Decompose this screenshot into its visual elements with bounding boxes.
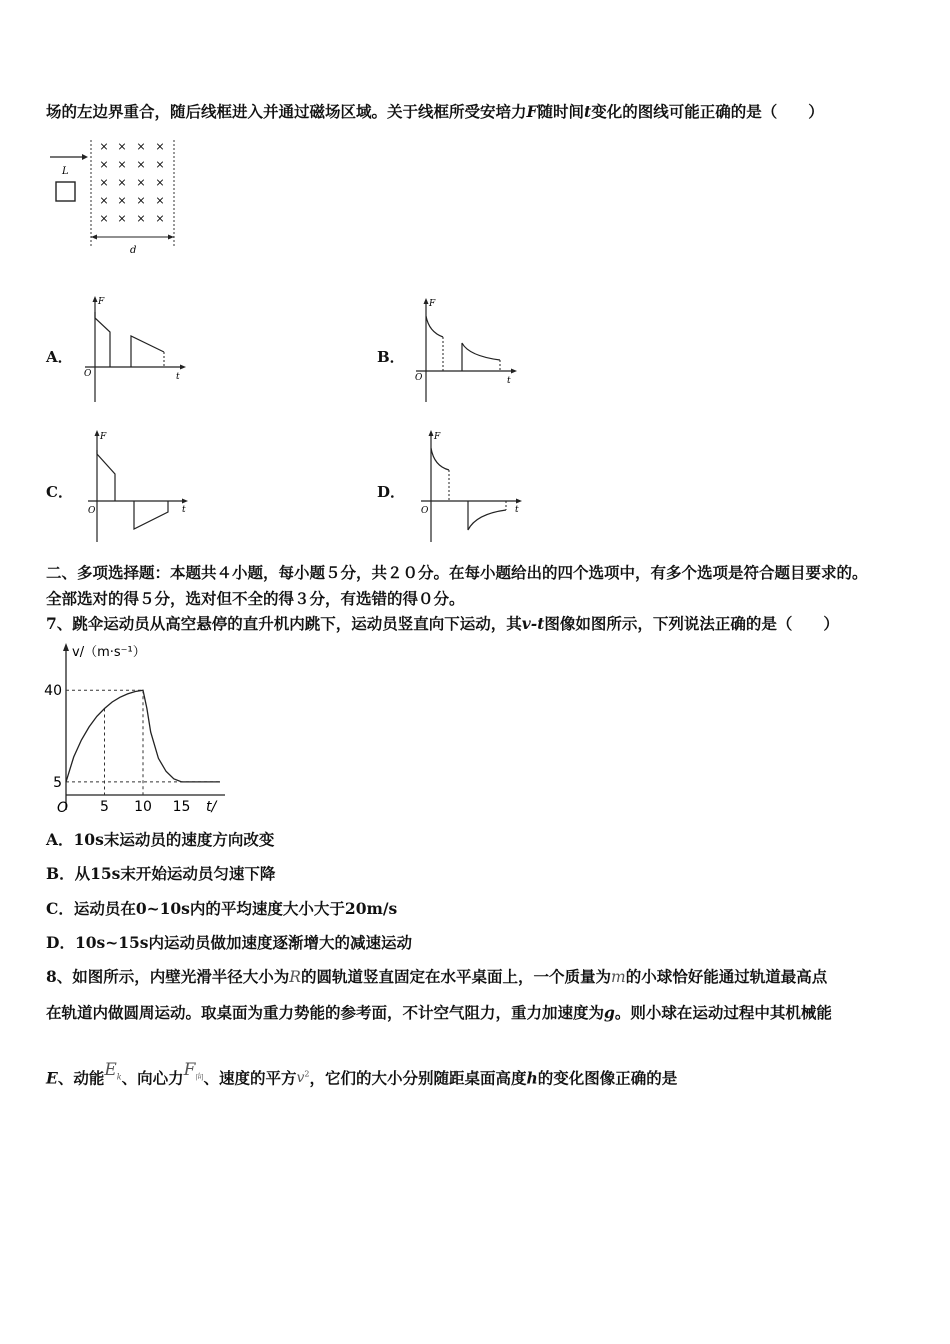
x-axis-label: t — [515, 505, 519, 515]
q8-line3-c: 、速度的平方 — [203, 1068, 297, 1088]
q7-option-b[interactable]: B．从15s末开始运动员匀速下降 — [46, 864, 276, 883]
q6-magnetic-field-figure — [46, 138, 186, 258]
field-cross-mark: × — [99, 212, 109, 225]
y-axis-arrow — [93, 296, 98, 302]
section2-title-line1: 二、多项选择题：本题共４小题，每小题５分，共２０分。在每小题给出的四个选项中，有多个选项是符合题目要求的。 — [46, 563, 868, 582]
force-curve-entering — [95, 312, 110, 367]
q8-line2-b: 。则小球在运动过程中其机械能 — [614, 1003, 832, 1022]
origin-label: O — [84, 369, 92, 379]
q6-stem — [46, 102, 824, 122]
q6-stem-c: 变化的图线可能正确的是（ ） — [591, 102, 824, 121]
q8-var-E: E — [46, 1068, 58, 1088]
q6-option-b-label[interactable]: B． — [377, 348, 405, 366]
q6-option-c-graph[interactable] — [86, 430, 196, 544]
x-axis-label: t — [182, 505, 186, 515]
q7-var-vt: v-t — [521, 614, 545, 633]
q7-vt-chart — [40, 640, 230, 816]
q7-option-a[interactable]: A．10s末运动员的速度方向改变 — [46, 830, 275, 849]
y-axis-label: F — [100, 432, 107, 442]
x-axis-arrow — [180, 365, 186, 370]
q8-line3-e: 的变化图像正确的是 — [537, 1068, 678, 1088]
force-curve-entering — [426, 316, 443, 337]
q8-var-h: h — [526, 1068, 538, 1088]
field-cross-mark: × — [117, 212, 127, 225]
x-axis-label: t/ — [206, 799, 217, 815]
q8-var-m: m — [610, 968, 626, 986]
field-cross-mark: × — [99, 158, 109, 171]
section2-title-line2: 全部选对的得５分，选对但不全的得３分，有选错的得０分。 — [46, 589, 465, 608]
y-axis-arrow — [429, 430, 434, 436]
x-axis-arrow — [182, 499, 188, 504]
force-curve-entering — [431, 448, 449, 470]
q8-line1-b: 的圆轨道竖直固定在水平桌面上，一个质量为 — [300, 967, 611, 986]
q6-var-F: F — [526, 102, 538, 121]
force-curve-entering — [97, 450, 115, 501]
y-axis-label: F — [434, 432, 441, 442]
q8-sym-F-base: F — [183, 1059, 196, 1080]
q8-var-R: R — [289, 968, 301, 986]
q8-line3-b: 、向心力 — [121, 1068, 184, 1088]
q6-option-d-graph[interactable] — [418, 430, 528, 544]
force-curve-leaving — [134, 501, 168, 529]
field-cross-mark: × — [136, 194, 146, 207]
field-cross-mark: × — [136, 158, 146, 171]
x-axis-arrow — [511, 369, 517, 374]
origin-label: O — [415, 373, 423, 383]
field-cross-grid — [99, 140, 164, 225]
force-curve-leaving — [131, 336, 164, 367]
q6-option-b-graph[interactable] — [413, 298, 523, 406]
q6-stem-b: 随时间 — [537, 102, 585, 121]
q8-line1-a: 8、如图所示，内壁光滑半径大小为 — [46, 967, 290, 986]
field-cross-mark: × — [117, 176, 127, 189]
q6-option-a-graph[interactable] — [82, 296, 192, 406]
q6-option-c-label[interactable]: C． — [46, 483, 73, 501]
field-cross-mark: × — [117, 194, 127, 207]
y-axis-label: F — [98, 297, 105, 307]
field-cross-mark: × — [136, 176, 146, 189]
field-cross-mark: × — [117, 140, 127, 153]
velocity-arrowhead — [82, 154, 88, 160]
y-tick-label: 5 — [53, 774, 62, 791]
field-cross-mark: × — [136, 212, 146, 225]
origin-label: O — [88, 506, 96, 516]
y-axis-arrow — [424, 298, 429, 304]
y-axis-label: v/（m·s⁻¹） — [72, 645, 146, 660]
x-axis-label: t — [176, 372, 180, 382]
width-arrow-right — [168, 235, 174, 240]
frame-label: L — [62, 166, 69, 177]
field-cross-mark: × — [99, 140, 109, 153]
width-label: d — [130, 245, 137, 256]
origin-label: O — [421, 506, 429, 516]
x-axis-label: t — [507, 376, 511, 386]
guide-lines — [66, 690, 220, 795]
q8-sym-v — [296, 1070, 309, 1086]
q8-var-g: g — [604, 1003, 615, 1022]
q8-line1-c: 的小球恰好能通过轨道最高点 — [625, 967, 828, 986]
y-axis-label: F — [429, 299, 436, 309]
force-curve-leaving — [468, 501, 506, 530]
q6-stem-a: 场的左边界重合，随后线框进入并通过磁场区域。关于线框所受安培力 — [46, 102, 527, 121]
field-cross-mark: × — [155, 212, 165, 225]
q7-option-d[interactable]: D．10s~15s内运动员做加速度逐渐增大的减速运动 — [46, 933, 413, 952]
field-cross-mark: × — [99, 194, 109, 207]
q8-sym-Ek-sub: k — [116, 1072, 122, 1082]
q8-line1 — [46, 967, 827, 987]
q6-option-d-label[interactable]: D． — [377, 483, 406, 501]
field-cross-mark: × — [155, 140, 165, 153]
q8-line3 — [46, 1059, 678, 1096]
y-tick-label: 40 — [44, 683, 62, 700]
y-axis-arrow — [63, 643, 69, 651]
x-axis-arrow — [516, 499, 522, 504]
field-cross-mark: × — [155, 176, 165, 189]
x-tick-label: 15 — [172, 799, 191, 815]
q7-stem-a: 7、跳伞运动员从高空悬停的直升机内跳下，运动员竖直向下运动，其 — [46, 614, 522, 633]
square-frame — [56, 182, 75, 201]
field-cross-mark: × — [155, 158, 165, 171]
q8-sym-Ek-base: E — [104, 1059, 117, 1080]
q7-stem — [46, 614, 839, 634]
q8-sym-F — [184, 1060, 204, 1080]
q8-line2-a: 在轨道内做圆周运动。取桌面为重力势能的参考面，不计空气阻力，重力加速度为 — [46, 1003, 605, 1022]
force-curve-leaving — [462, 343, 500, 371]
q6-option-a-label[interactable]: A． — [46, 348, 73, 366]
q8-sym-v-base: v — [296, 1069, 305, 1086]
q8-sym-Ek — [104, 1060, 121, 1080]
q8-sym-F-sub: 向 — [195, 1072, 204, 1082]
x-tick-label: 5 — [100, 799, 109, 815]
field-cross-mark: × — [99, 176, 109, 189]
q6-var-t: t — [584, 102, 592, 121]
q8-sym-v-sup: 2 — [304, 1069, 310, 1078]
width-arrow-left — [91, 235, 97, 240]
x-tick-label: 10 — [134, 799, 152, 815]
q7-option-c[interactable]: C．运动员在0~10s内的平均速度大小大于20m/s — [46, 899, 398, 918]
field-cross-mark: × — [117, 158, 127, 171]
field-cross-mark: × — [155, 194, 165, 207]
q7-stem-b: 图像如图所示，下列说法正确的是（ ） — [544, 614, 839, 633]
q8-line3-a: 、动能 — [57, 1068, 105, 1088]
q8-line3-d: ，它们的大小分别随距桌面高度 — [309, 1068, 527, 1088]
y-axis-arrow — [95, 430, 100, 436]
q8-line2 — [46, 1003, 832, 1023]
origin-label: O — [57, 800, 69, 816]
field-cross-mark: × — [136, 140, 146, 153]
